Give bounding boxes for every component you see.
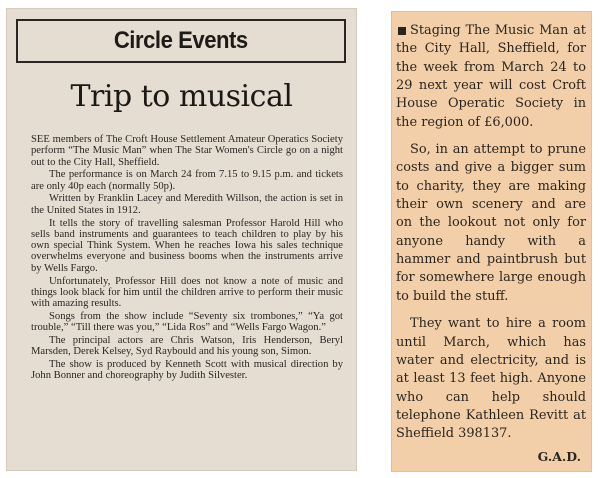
clipping-paragraph-1-wrap: [396, 22, 586, 132]
clipping-paragraph-1: Staging The Music Man at the City Hall, Sheffield, for the week from March 24 to 29 next year will cost Croft House Operatic Society in the region of £6,000.: [396, 23, 586, 130]
article-paragraph-2: The performance is on March 24 from 7.15 to 9.15 p.m. and tickets are only 40p each (normally 50p).: [31, 169, 343, 192]
square-bullet-icon: [398, 27, 406, 35]
article-paragraph-8: The show is produced by Kenneth Scott with musical direction by John Bonner and choreography by Judith Silvester.: [31, 359, 343, 382]
article-paragraph-3: Written by Franklin Lacey and Meredith Willson, the action is set in the United States in 1912.: [31, 193, 343, 216]
left-newspaper-clipping: [6, 8, 357, 471]
right-newspaper-clipping: [391, 11, 592, 472]
article-paragraph-5: Unfortunately, Professor Hill does not know a note of music and things look black for him until the children arrive to perform their music with amazing results.: [31, 275, 343, 310]
article-paragraph-6: Songs from the show include “Seventy six trombones,” “Ya got trouble,” “Till there was you,” “Lida Ros” and “Wells Fargo Wagon.”: [31, 310, 343, 334]
article-paragraph-1: SEE members of The Croft House Settlement Amateur Operatics Society perform “The Music Man” when The Star Women's Circle go on a night out to the City Hall, Sheffield.: [31, 134, 343, 168]
article-body: [31, 134, 343, 383]
article-paragraph-7: The principal actors are Chris Watson, Iris Henderson, Beryl Marsden, Derek Kelsey, Syd Raybould and his young son, Simon.: [31, 335, 343, 358]
clipping-paragraph-3: They want to hire a room until March, which has water and electricity, and is at least 13 feet high. Anyone who can help should telephone Kathleen Revitt at Sheffield 398137.: [396, 316, 586, 442]
clipping-body: [396, 22, 586, 453]
author-signature: G.A.D.: [537, 449, 581, 464]
article-headline: Trip to musical: [70, 79, 293, 114]
clipping-paragraph-2: So, in an attempt to prune costs and give a bigger sum to charity, they are making their own scenery and are on the lookout not only for anyone handy with a hammer and paintbrush but for somewhere large enough to build the stuff.: [396, 142, 586, 304]
article-paragraph-4: It tells the story of travelling salesman Professor Harold Hill who sells band instruments and guarantees to teach children to play by his own special Think System. When he reaches Iowa his sales technique overwhelms everyone and business booms when the instruments arrive by Wells Fargo.: [31, 217, 343, 274]
section-banner: [16, 19, 346, 63]
section-banner-title: Circle Events: [114, 27, 248, 54]
